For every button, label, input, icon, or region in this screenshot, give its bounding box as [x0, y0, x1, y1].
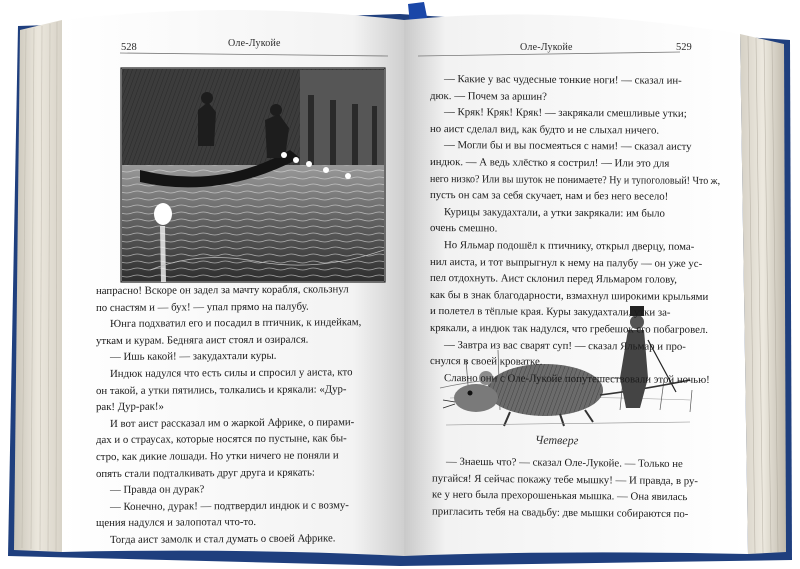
text-line: И вот аист рассказал им о жаркой Африке, о пирами- [110, 415, 355, 430]
right-page-number: 529 [676, 42, 692, 53]
text-line: пугайся! Я сейчас покажу тебе мышку! — И правда, в ру- [432, 472, 699, 487]
text-line: индюк. — А ведь хлёстко я сострил! — Или это для [430, 155, 670, 170]
right-page-text [430, 71, 720, 388]
text-line: но аист сделал вид, как будто и не слыхал ничего. [430, 122, 660, 137]
text-line: — Ишь какой! — закудахтали куры. [110, 350, 277, 364]
left-page-text [96, 281, 396, 549]
text-line: Славно они с Оле-Лукойе попутешествовали этой ночью! [444, 371, 710, 386]
text-line: Юнга подхватил его и посадил в птичник, к индейкам, [110, 316, 362, 331]
text-line: ке у него была прехорошенькая мышка. — Она явилась [432, 488, 688, 504]
text-line: пел отдохнуть. Аист склонил перед Яльмаром голову, [430, 272, 677, 286]
chapter-caption: Четверг [534, 432, 579, 448]
text-line: стро, как дикие лошади. Но утки ничего не поняли и [96, 449, 339, 463]
text-line: него низко? Или вы шуток не понимаете? Ну и тупоголовый! Что ж, [430, 172, 721, 187]
text-line: дюк. — Почем за аршин? [430, 89, 547, 103]
text-line: — Правда он дурак? [110, 483, 205, 497]
text-line: — Могли бы и вы посмеяться с нами! — сказал аисту [444, 139, 692, 154]
right-running-header: Оле-Лукойе [520, 42, 573, 53]
text-line: — Какие у вас чудесные тонкие ноги! — сказал ин- [444, 73, 682, 87]
text-line: и полетел в тёплые края. Куры закудахтали, утки за- [430, 305, 671, 319]
text-line: пригласить тебя на свадьбу: две мышки собираются по- [432, 505, 689, 520]
text-line: Курицы закудахтали, а утки закрякали: им было [444, 205, 665, 220]
left-page-edges [14, 20, 62, 552]
text-line: дах и о страусах, которые носятся по пустыне, как бы- [96, 432, 347, 447]
text-line: опять стали подталкивать друг друга и крякать: [96, 466, 315, 480]
text-line: Но Яльмар подошёл к птичнику, открыл дверцу, пома- [444, 239, 695, 253]
left-running-header: Оле-Лукойе [228, 38, 281, 49]
text-line: нил аиста, и тот выпрыгнул к нему на палубу — он уже ус- [430, 255, 703, 270]
text-line: уткам и курам. Бедняга аист стоял и озирался. [96, 333, 309, 347]
text-line: — Кряк! Кряк! Кряк! — закрякали смешливые утки; [444, 106, 687, 120]
text-line: напрасно! Вскоре он задел за мачту корабля, скользнул [96, 283, 349, 298]
right-page-text-after-illustration [432, 453, 722, 522]
text-line: Индюк надулся что есть силы и спросил у аиста, кто [110, 366, 353, 380]
text-line: — Завтра из вас сварят суп! — сказал Яльмар и про- [444, 338, 686, 353]
text-line: как бы в знак благодарности, взмахнул широкими крыльями [430, 288, 709, 303]
text-line: Тогда аист замолк и стал думать о своей Африке. [110, 532, 336, 546]
text-line: щения надулся и залопотал что-то. [96, 516, 257, 530]
text-line: по снастям и — бух! — упал прямо на палубу. [96, 300, 309, 314]
left-page-number: 528 [121, 42, 137, 53]
text-line: он такой, а утки пятились, толкались и крякали: «Дур- [96, 382, 347, 397]
text-line: — Конечно, дурак! — подтвердил индюк и с возму- [110, 499, 349, 513]
right-page-edges [740, 34, 786, 554]
text-line: пусть он сам за себя скучает, нам и без него весело! [430, 189, 669, 203]
text-line: очень смешно. [430, 222, 498, 235]
text-line: снулся в своей кроватке. [430, 355, 543, 368]
gondola-illustration [121, 68, 385, 282]
text-line: — Знаешь что? — сказал Оле-Лукойе. — Только не [446, 455, 683, 471]
text-line: крякали, а индюк так надулся, что гребешок его побагровел. [430, 321, 708, 336]
text-line: рак! Дур-рак!» [96, 400, 164, 414]
